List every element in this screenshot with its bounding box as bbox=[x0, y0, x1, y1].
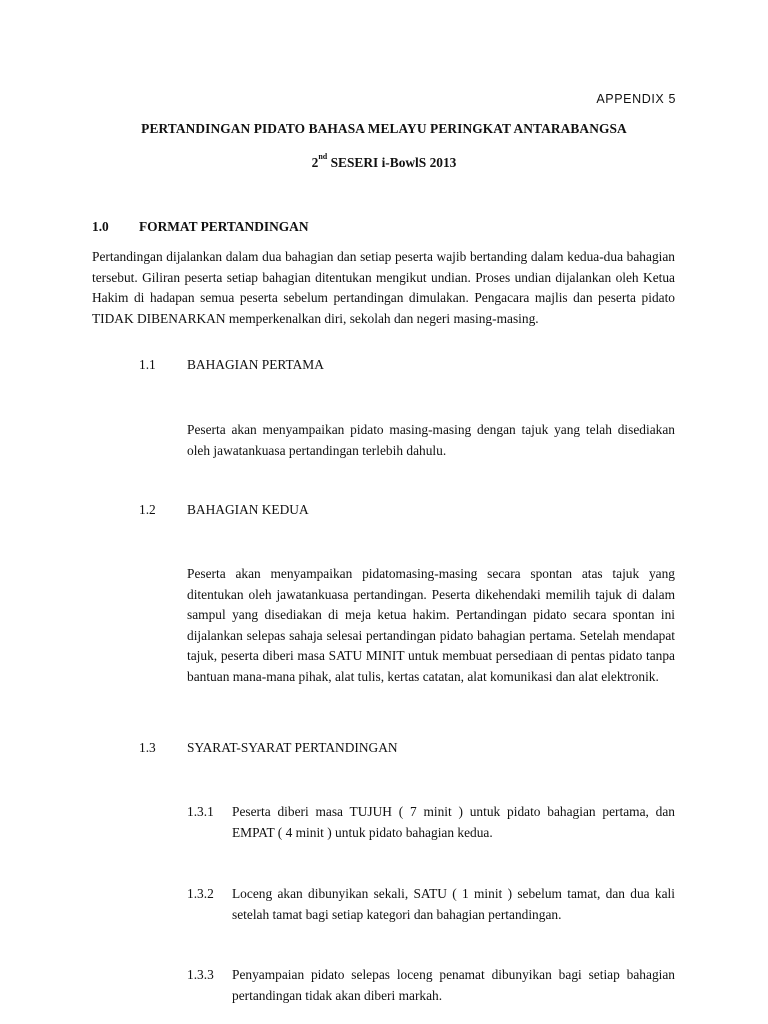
section-intro-paragraph: Pertandingan dijalankan dalam dua bahagian dan setiap peserta wajib bertanding dalam kedua-dua bahagian tersebut. Giliran peserta setiap bahagian ditentukan mengikut undian. Proses undian dijalankan oleh Ketua Hakim di hadapan semua peserta sebelum pertandingan dimulakan. Pengacara majlis dan peserta pidato TIDAK DIBENARKAN memperkenalkan diri, sekolah dan negeri masing-masing. bbox=[92, 249, 675, 326]
list-item-text: Penyampaian pidato selepas loceng penamat dibunyikan bagi setiap bahagian pertandingan tidak akan diberi markah. bbox=[232, 967, 675, 1003]
subsection-title-1-3: SYARAT-SYARAT PERTANDINGAN bbox=[187, 740, 398, 755]
appendix-label: APPENDIX 5 bbox=[596, 92, 676, 106]
subsection-body-1-2: Peserta akan menyampaikan pidatomasing-masing secara spontan atas tajuk yang ditentukan oleh jawatankuasa pertandingan. Peserta dikehendaki memilih tajuk di dalam sampul yang disediakan di meja ketua hakim. Pertandingan pidato secara spontan ini dijalankan selepas sahaja selesai pertandingan pidato bahagian pertama. Setelah mendapat tajuk, peserta diberi masa SATU MINIT untuk membuat persediaan di pentas pidato tanpa bantuan mana-mana pihak, alat tulis, kertas catatan, alat komunikasi dan alat elektronik. bbox=[187, 566, 675, 684]
document-title: PERTANDINGAN PIDATO BAHASA MELAYU PERINGKAT ANTARABANGSA bbox=[141, 121, 627, 136]
list-item-number: 1.3.3 bbox=[187, 967, 214, 982]
subsection-number-1-1: 1.1 bbox=[139, 357, 156, 372]
subsection-title-1-2: BAHAGIAN KEDUA bbox=[187, 502, 309, 517]
subtitle-ordinal-suffix: nd bbox=[318, 152, 328, 161]
subsection-title-1-1: BAHAGIAN PERTAMA bbox=[187, 357, 324, 372]
subsection-number-1-3: 1.3 bbox=[139, 740, 156, 755]
subtitle-text: SESERI i-BowlS 2013 bbox=[327, 155, 457, 170]
subsection-number-1-2: 1.2 bbox=[139, 502, 156, 517]
subtitle-ordinal: 2 bbox=[311, 155, 319, 170]
list-item-number: 1.3.1 bbox=[187, 804, 214, 819]
section-title: FORMAT PERTANDINGAN bbox=[139, 219, 309, 234]
subsection-body-1-1: Peserta akan menyampaikan pidato masing-masing dengan tajuk yang telah disediakan oleh jawatankuasa pertandingan terlebih dahulu. bbox=[187, 422, 675, 458]
list-item-number: 1.3.2 bbox=[187, 886, 214, 901]
list-item-text: Peserta diberi masa TUJUH ( 7 minit ) untuk pidato bahagian pertama, dan EMPAT ( 4 minit ) untuk pidato bahagian kedua. bbox=[232, 804, 675, 840]
list-item-text: Loceng akan dibunyikan sekali, SATU ( 1 minit ) sebelum tamat, dan dua kali setelah tamat bagi setiap kategori dan bahagian pertandingan. bbox=[232, 886, 675, 922]
section-number: 1.0 bbox=[92, 219, 109, 234]
document-subtitle bbox=[0, 152, 768, 171]
